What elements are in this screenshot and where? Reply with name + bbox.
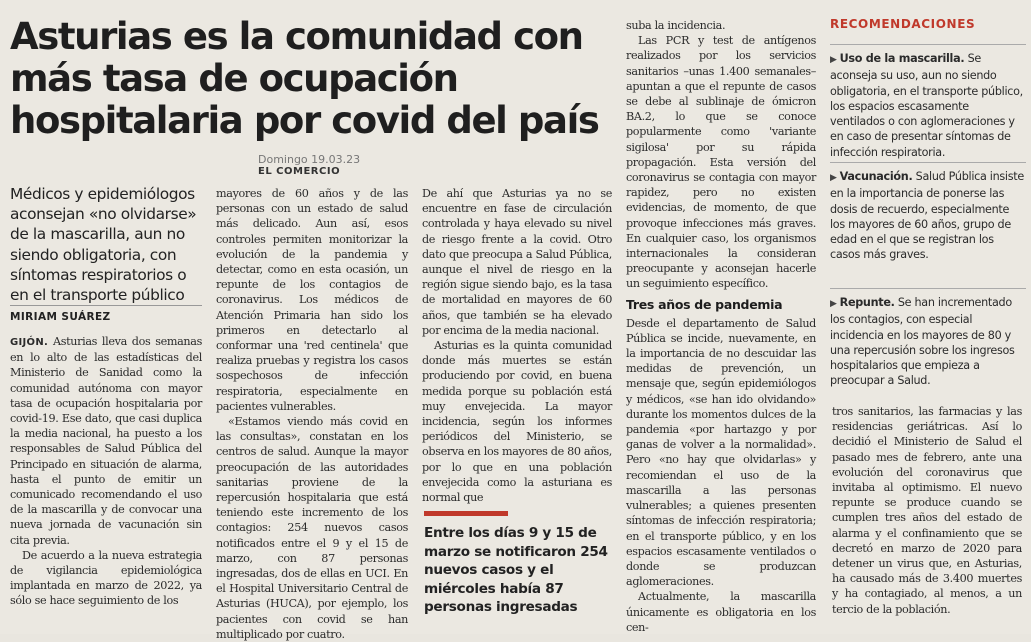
article-paragraph: suba la incidencia. bbox=[626, 19, 726, 32]
recommendation-text: Salud Pública insiste en la importancia de ponerse las dosis de recuerdo, especialmente los mayores de 60 años, grupo de edad en el que se registran los casos más graves. bbox=[830, 170, 1024, 262]
article-paragraph: «Estamos viendo más covid en las consultas», constatan en los centros de salud. Aunque la mayor preocupación de las autoridades sanitarias proviene de la repercusión hospitalaria que está teniendo este incremento de los contagios: 254 nuevos casos notificados entre el 9 y el 15 de marzo, con 87 personas ingresadas, dos de ellas en UCI. En el Hospital Universitario Central de Asturias (HUCA), por ejemplo, los pacientes con covid se han multiplicado por cuatro. bbox=[216, 415, 408, 641]
article-paragraph: Las PCR y test de antígenos realizados por los servicios sanitarios –unas 1.400 semanales– apuntan a que el repunte de casos se debe al sublinaje de ómicron BA.2, lo que se conoce popularmente como 'variante sigilosa' por su rápida propagación. Esta versión del coronavirus se contagia con mayor rapidez, pero no existen evidencias, de momento, de que provoque infecciones más graves. En cualquier caso, los organismos internacionales la consideran preocupante y aconsejan hacerle un seguimiento específico. bbox=[626, 34, 816, 291]
section-subtitle: Tres años de pandemia bbox=[626, 296, 783, 312]
article-column-3 bbox=[422, 186, 612, 505]
article-column-4 bbox=[626, 18, 816, 634]
pullquote-accent-bar bbox=[424, 511, 508, 516]
sidebar-title: RECOMENDACIONES bbox=[830, 17, 976, 31]
article-column-2 bbox=[216, 186, 408, 641]
newspaper-name: EL COMERCIO bbox=[258, 166, 341, 177]
article-column-1 bbox=[10, 334, 202, 634]
article-paragraph: tros sanitarios, las farmacias y las residencias geriátricas. Así lo decidió el Ministerio de Salud el pasado mes de febrero, ante una evolución del coronavirus que invitaba al optimismo. El nuevo repunte se produce cuando se cumplen tres años del estado de alarma y el confinamiento que se decretó en marzo de 2020 para detener un virus que, en Asturias, ha causado más de 3.400 muertes y ha contagiado, al menos, a un tercio de la población. bbox=[832, 405, 1022, 616]
article-paragraph: De ahí que Asturias ya no se encuentre en fase de circulación controlada y haya elevado su nivel de riesgo frente a la covid. Otro dato que preocupa a Salud Pública, aunque el nivel de riesgo en la región sigue siendo bajo, es la tasa de mortalidad en mayores de 60 años, que también se ha elevado por encima de la media nacional. bbox=[422, 187, 612, 337]
recommendation-label: Uso de la mascarilla. bbox=[839, 52, 965, 65]
article-paragraph: mayores de 60 años y de las personas con un estado de salud más delicado. Aun así, esos controles permiten monitorizar la evolución de la pandemia y detectar, como en esta ocasión, un repunte de los contagios de coronavirus. Los médicos de Atención Primaria han sido los primeros en detectarlo al conformar una 'red centinela' que realiza pruebas y registra los casos sospechosos de infección respiratoria, especialmente en pacientes vulnerables. bbox=[216, 187, 408, 413]
recommendation-item bbox=[830, 44, 1026, 160]
article-paragraph: Asturias es la quinta comunidad donde más muertes se están produciendo por covid, en buena medida porque su población está muy envejecida. La mayor incidencia, según los informes periódicos del Ministerio, se observa en los mayores de 80 años, por lo que en una población envejecida como la asturiana es normal que bbox=[422, 339, 612, 505]
recommendation-label: Repunte. bbox=[839, 296, 895, 309]
recommendation-item bbox=[830, 288, 1026, 389]
headline: Asturias es la comunidad con más tasa de ocupación hospitalaria por covid del país bbox=[10, 15, 599, 142]
article-paragraph bbox=[10, 334, 202, 548]
article-column-5 bbox=[832, 404, 1022, 634]
dateline: Domingo 19.03.23 bbox=[258, 153, 361, 166]
subheadline: Médicos y epidemiólogos aconsejan «no olvidarse» de la mascarilla, aun no siendo obligatoria, con síntomas respiratorios o en el transporte público bbox=[10, 185, 197, 305]
pullquote: Entre los días 9 y 15 de marzo se notificaron 254 nuevos casos y el miércoles había 87 personas ingresadas bbox=[424, 525, 608, 616]
recommendation-item bbox=[830, 162, 1026, 263]
city-dateline: GIJÓN. bbox=[10, 337, 49, 348]
triangle-bullet-icon: ▶ bbox=[830, 299, 837, 309]
triangle-bullet-icon: ▶ bbox=[830, 55, 837, 65]
article-paragraph: De acuerdo a la nueva estrategia de vigilancia epidemiológica implantada en marzo de 2022, ya sólo se hace seguimiento de los bbox=[10, 548, 202, 608]
recommendation-label: Vacunación. bbox=[839, 170, 913, 183]
article-paragraph: Actualmente, la mascarilla únicamente es obligatoria en los cen- bbox=[626, 590, 816, 634]
author-byline: MIRIAM SUÁREZ bbox=[10, 311, 111, 323]
author-divider bbox=[10, 305, 202, 306]
recommendation-text: Se aconseja su uso, aun no siendo obligatoria, en el transporte público, los espacios escasamente ventilados o con aglomeraciones y en caso de presentar síntomas de infección respiratoria. bbox=[830, 52, 1023, 159]
recommendations-sidebar bbox=[822, 12, 1031, 398]
paragraph-text: Asturias lleva dos semanas en lo alto de las estadísticas del Ministerio de Sanidad como la comunidad autónoma con mayor tasa de ocupación hospitalaria por covid-19. Ese dato, que casi duplica la media nacional, ha puesto a los responsables de Salud Pública del Principado en situación de alarma, hasta el punto de emitir un comunicado recomendando el uso de la mascarilla y de convocar una nueva jornada de vacunación sin cita previa. bbox=[10, 335, 202, 547]
recommendation-text: Se han incrementado los contagios, con especial incidencia en los mayores de 80 y una repercusión sobre los ingresos hospitalarios que empieza a preocupar a Salud. bbox=[830, 296, 1015, 388]
article-paragraph: Desde el departamento de Salud Pública se incide, nuevamente, en la importancia de no descuidar las medidas de prevención, un mensaje que, según epidemiólogos y médicos, «se han ido olvidando» durante los momentos dulces de la pandemia «por hartazgo y por ganas de volver a la normalidad». Pero «no hay que olvidarlas» y recomiendan el uso de la mascarilla a las personas vulnerables; a quienes presenten síntomas de infección respiratoria; en el transporte público, y en los espacios escasamente ventilados o donde se produzcan aglomeraciones. bbox=[626, 316, 816, 589]
triangle-bullet-icon: ▶ bbox=[830, 173, 837, 183]
